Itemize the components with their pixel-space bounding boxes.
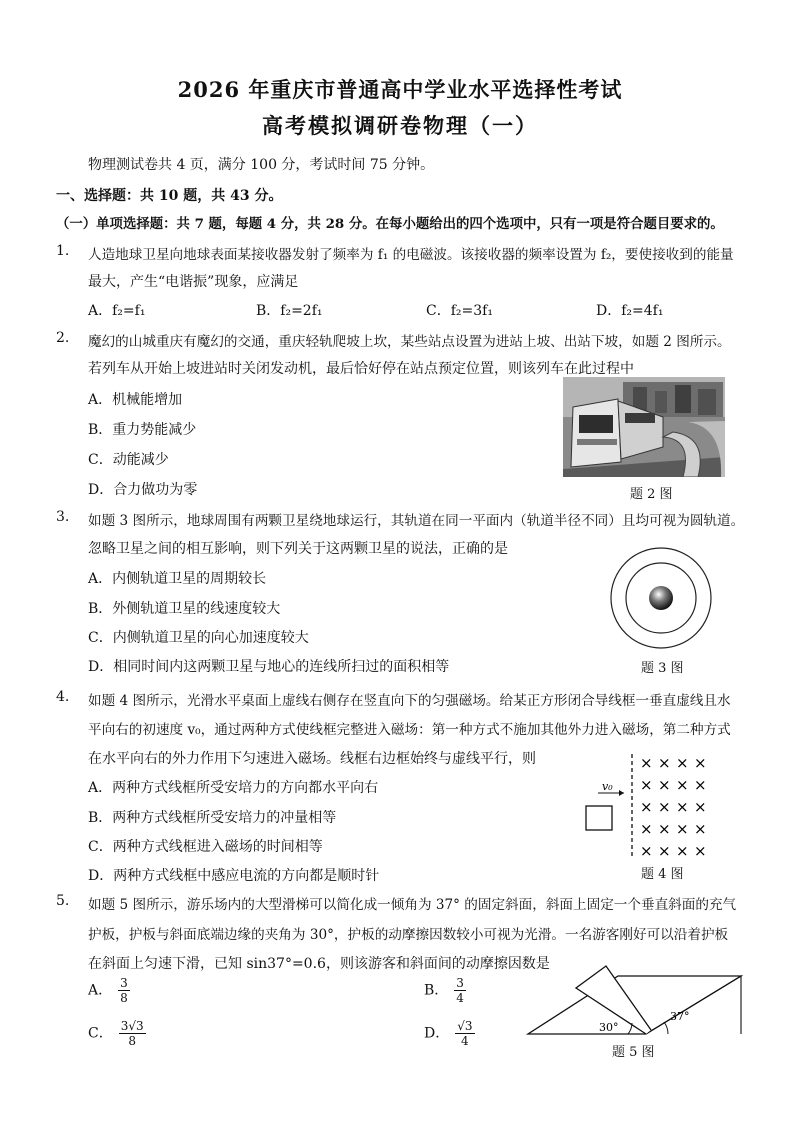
q5-line1: 如题 5 图所示，游乐场内的大型滑梯可以简化成一倾角为 37° 的固定斜面，斜面上固定一个垂直斜面的充气 bbox=[88, 897, 737, 913]
q4-line2: 平向右的初速度 v₀，通过两种方式使线框完整进入磁场：第一种方式不施加其他外力进入磁场，第二种方式 bbox=[88, 722, 731, 738]
q1-line2: 最大，产生“电谐振”现象，应满足 bbox=[88, 274, 299, 290]
q1-line1: 人造地球卫星向地球表面某接收器发射了频率为 f₁ 的电磁波。该接收器的频率设置为 f₂，要使接收到的能量 bbox=[88, 247, 734, 263]
field-cross-icon: × bbox=[640, 842, 653, 860]
field-cross-icon: × bbox=[694, 820, 707, 838]
monorail-photo bbox=[563, 377, 725, 477]
q5-option-b: B． $\frac{3}{4}$ bbox=[424, 976, 464, 1005]
q4-line1: 如题 4 图所示，光滑水平桌面上虚线右侧存在竖直向下的匀强磁场。给某正方形闭合导线框一垂直虚线且水 bbox=[88, 693, 731, 709]
arrow-right-icon bbox=[619, 790, 624, 796]
q4-option-b: B．两种方式线框所受安培力的冲量相等 bbox=[88, 810, 337, 826]
field-cross-icon: × bbox=[676, 798, 689, 816]
q3-line2: 忽略卫星之间的相互影响，则下列关于这两颗卫星的说法，正确的是 bbox=[88, 541, 508, 557]
slide-incline-diagram bbox=[526, 958, 746, 1038]
exam-subtitle: 高考模拟调研卷物理（一） bbox=[262, 113, 538, 138]
q2-option-d: D．合力做功为零 bbox=[88, 482, 198, 498]
field-cross-icon: × bbox=[676, 820, 689, 838]
q4-option-c: C．两种方式线框进入磁场的时间相等 bbox=[88, 839, 323, 855]
q1-option-c: C．f₂=3f₁ bbox=[426, 303, 493, 319]
q3-option-a: A．内侧轨道卫星的周期较长 bbox=[88, 571, 267, 587]
field-cross-icon: × bbox=[694, 776, 707, 794]
q1-option-a: A．f₂=f₁ bbox=[88, 303, 146, 319]
q5-line3: 在斜面上匀速下滑，已知 sin37°=0.6，则该游客和斜面间的动摩擦因数是 bbox=[88, 956, 550, 972]
orbit-diagram bbox=[599, 545, 723, 651]
q4-number: 4. bbox=[56, 689, 70, 705]
q4-caption: 题 4 图 bbox=[641, 867, 684, 882]
field-cross-icon: × bbox=[640, 754, 653, 772]
field-cross-grid bbox=[640, 754, 707, 860]
q2-caption: 题 2 图 bbox=[630, 487, 673, 502]
q4-option-a: A．两种方式线框所受安培力的方向都水平向右 bbox=[88, 780, 379, 796]
q1-option-b: B．f₂=2f₁ bbox=[256, 303, 323, 319]
field-cross-icon: × bbox=[640, 798, 653, 816]
q5-option-c: C． $\frac{3√3}{8}$ bbox=[88, 1019, 144, 1048]
q5-number: 5. bbox=[56, 893, 70, 909]
q3-option-c: C．内侧轨道卫星的向心加速度较大 bbox=[88, 630, 309, 646]
exam-intro: 物理测试卷共 4 页，满分 100 分，考试时间 75 分钟。 bbox=[88, 157, 435, 173]
q5-option-a: A． $\frac{3}{8}$ bbox=[88, 976, 128, 1005]
field-cross-icon: × bbox=[658, 754, 671, 772]
field-cross-icon: × bbox=[694, 842, 707, 860]
q5-line2: 护板，护板与斜面底端边缘的夹角为 30°，护板的动摩擦因数较小可视为光滑。一名游客刚好可以沿着护板 bbox=[88, 927, 729, 943]
q3-option-d: D．相同时间内这两颗卫星与地心的连线所扫过的面积相等 bbox=[88, 659, 450, 675]
q5-option-d: D． $\frac{√3}{4}$ bbox=[424, 1019, 473, 1048]
q3-caption: 题 3 图 bbox=[641, 661, 684, 676]
section-heading: 一、选择题：共 10 题，共 43 分。 bbox=[56, 188, 283, 204]
q1-number: 1. bbox=[56, 243, 70, 259]
q3-option-b: B．外侧轨道卫星的线速度较大 bbox=[88, 601, 281, 617]
field-cross-icon: × bbox=[676, 776, 689, 794]
field-cross-icon: × bbox=[694, 754, 707, 772]
field-cross-icon: × bbox=[658, 798, 671, 816]
q2-line1: 魔幻的山城重庆有魔幻的交通，重庆轻轨爬坡上坎，某些站点设置为进站上坡、出站下坡，如题 2 图所示。 bbox=[88, 334, 731, 350]
field-cross-icon: × bbox=[676, 842, 689, 860]
field-cross-icon: × bbox=[640, 776, 653, 794]
q2-option-a: A．机械能增加 bbox=[88, 392, 183, 408]
field-cross-icon: × bbox=[694, 798, 707, 816]
q4-option-d: D．两种方式线框中感应电流的方向都是顺时针 bbox=[88, 868, 380, 884]
q3-line1: 如题 3 图所示，地球周围有两颗卫星绕地球运行，其轨道在同一平面内（轨道半径不同）且均可视为圆轨道。 bbox=[88, 513, 745, 529]
section-subheading: （一）单项选择题：共 7 题，每题 4 分，共 28 分。在每小题给出的四个选项中，只有一项是符合题目要求的。 bbox=[56, 216, 724, 232]
earth-icon bbox=[649, 586, 673, 610]
field-cross-icon: × bbox=[676, 754, 689, 772]
q2-line2: 若列车从开始上坡进站时关闭发动机，最后恰好停在站点预定位置，则该列车在此过程中 bbox=[88, 361, 634, 377]
angle-37-label: 37° bbox=[670, 1010, 690, 1023]
q2-number: 2. bbox=[56, 330, 70, 346]
angle-30-label: 30° bbox=[599, 1021, 619, 1034]
field-cross-icon: × bbox=[640, 820, 653, 838]
field-cross-icon: × bbox=[658, 820, 671, 838]
q1-option-d: D．f₂=4f₁ bbox=[596, 303, 664, 319]
exam-title: 2026 年重庆市普通高中学业水平选择性考试 bbox=[177, 77, 623, 102]
q2-option-c: C．动能减少 bbox=[88, 452, 169, 468]
q5-caption: 题 5 图 bbox=[612, 1045, 655, 1060]
velocity-label: v₀ bbox=[602, 780, 613, 793]
q2-option-b: B．重力势能减少 bbox=[88, 422, 197, 438]
field-cross-icon: × bbox=[658, 842, 671, 860]
wire-frame bbox=[586, 806, 612, 830]
magnetic-field-diagram bbox=[578, 750, 718, 862]
q3-number: 3. bbox=[56, 509, 70, 525]
q4-line3: 在水平向右的外力作用下匀速进入磁场。线框右边框始终与虚线平行，则 bbox=[88, 751, 536, 767]
field-cross-icon: × bbox=[658, 776, 671, 794]
